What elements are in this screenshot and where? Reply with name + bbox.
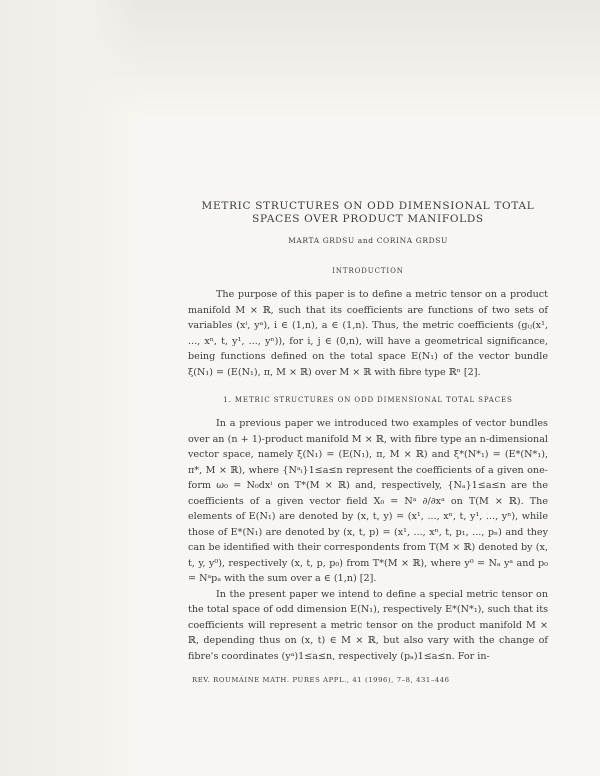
scan-left-shading xyxy=(0,0,140,776)
intro-paragraph xyxy=(188,287,548,380)
journal-footer: REV. ROUMAINE MATH. PURES APPL., 41 (1996), 7–8, 431–446 xyxy=(192,676,450,684)
section1-heading: 1. METRIC STRUCTURES ON ODD DIMENSIONAL TOTAL SPACES xyxy=(223,396,513,404)
section1-body xyxy=(188,416,548,664)
intro-text: The purpose of this paper is to define a metric tensor on a product manifold M × ℝ, such that its coefficients are functions of two sets of variables (xⁱ, yᵃ), i ∈ (1,n), a ∈ (1,n). Thus, the metric coefficients (gᵢⱼ(x¹, ..., xⁿ, t, y¹, ..., yⁿ)), for i, j ∈ (0,n), will have a geometrical significance, being functions defined on the total space E(N₁) of the vector bundle ξ(N₁) = (E(N₁), π, M × ℝ) over M × ℝ with fibre type ℝⁿ [2]. xyxy=(188,289,548,378)
paper-page xyxy=(188,200,548,680)
paper-title: METRIC STRUCTURES ON ODD DIMENSIONAL TOTAL SPACES OVER PRODUCT MANIFOLDS xyxy=(201,200,535,225)
section1-paragraph: In a previous paper we introduced two examples of vector bundles over an (n + 1)-product manifold M × ℝ, with fibre type an n-dimensional vector space, namely ξ(N₁) = (E(N₁), π, M × ℝ) and ξ*(N*₁) = (E*(N*₁), π*, M × ℝ), where {Nᵃᵢ}1≤a≤n represent the coefficients of a given one-form ω₀ = N₀dxⁱ on T*(M × ℝ) and, respectively, {Nₐ}1≤a≤n are the coefficients of a given vector field X₀ = Nᵃ ∂/∂xᵃ on T(M × ℝ). The elements of E(N₁) are denoted by (x, t, y) = (x¹, ..., xⁿ, t, y¹, ..., yⁿ), while those of E*(N₁) are denoted by (x, t, p) = (x¹, ..., xⁿ, t, p₁, ..., pₙ) and they can be identified with their correspondents from T(M × ℝ) denoted by (x, t, y, y⁰), respectively (x, t, p, p₀) from T*(M × ℝ), where y⁰ = Nₐ yᵃ and p₀ = Nᵃpₐ with the sum over a ∈ (1,n) [2]. xyxy=(188,418,548,584)
section1-paragraph-2: In the present paper we intend to define a special metric tensor on the total space of odd dimension E(N₁), respectively E*(N*₁), such that its coefficients will represent a metric tensor on the product manifold M × ℝ, depending thus on (x, t) ∈ M × ℝ, but also vary with the change of fibre's coordinates (yᵃ)1≤a≤n, respectively (pₐ)1≤a≤n. For in- xyxy=(188,588,548,662)
intro-heading: INTRODUCTION xyxy=(332,267,404,275)
authors: MARTA GRDSU and CORINA GRDSU xyxy=(288,236,448,245)
